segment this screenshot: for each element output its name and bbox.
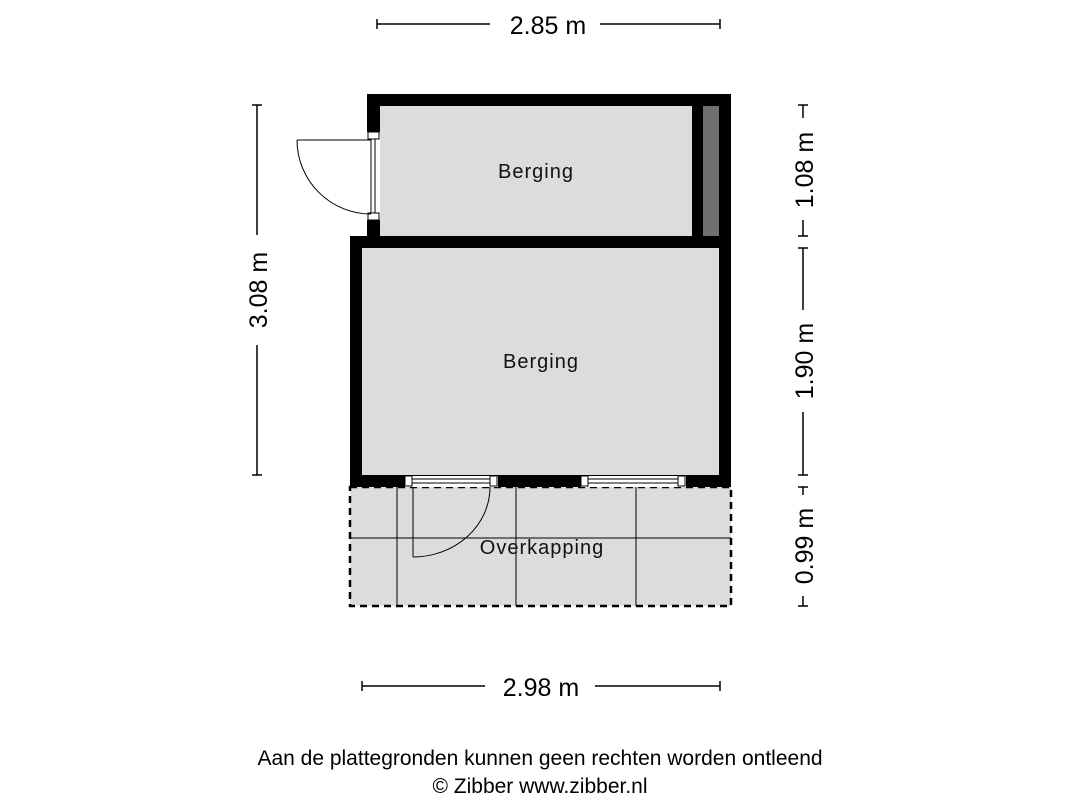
walls [350,94,731,487]
room-label-upper: Berging [498,161,574,183]
dim-right-upper: 1.08 m [791,131,819,209]
disclaimer-text: Aan de plattegronden kunnen geen rechten worden ontleend [257,747,823,770]
side-door [297,132,380,220]
dim-top-width: 2.85 m [509,12,587,40]
dim-left-height: 3.08 m [245,251,273,329]
closet [703,106,719,236]
room-label-covered: Overkapping [479,537,605,559]
room-label-lower: Berging [503,351,579,373]
dim-right-lower: 0.99 m [791,507,819,585]
copyright-text: © Zibber www.zibber.nl [432,775,648,798]
dim-right-middle: 1.90 m [791,322,819,400]
dim-bottom-width: 2.98 m [502,674,580,702]
window [581,476,686,487]
